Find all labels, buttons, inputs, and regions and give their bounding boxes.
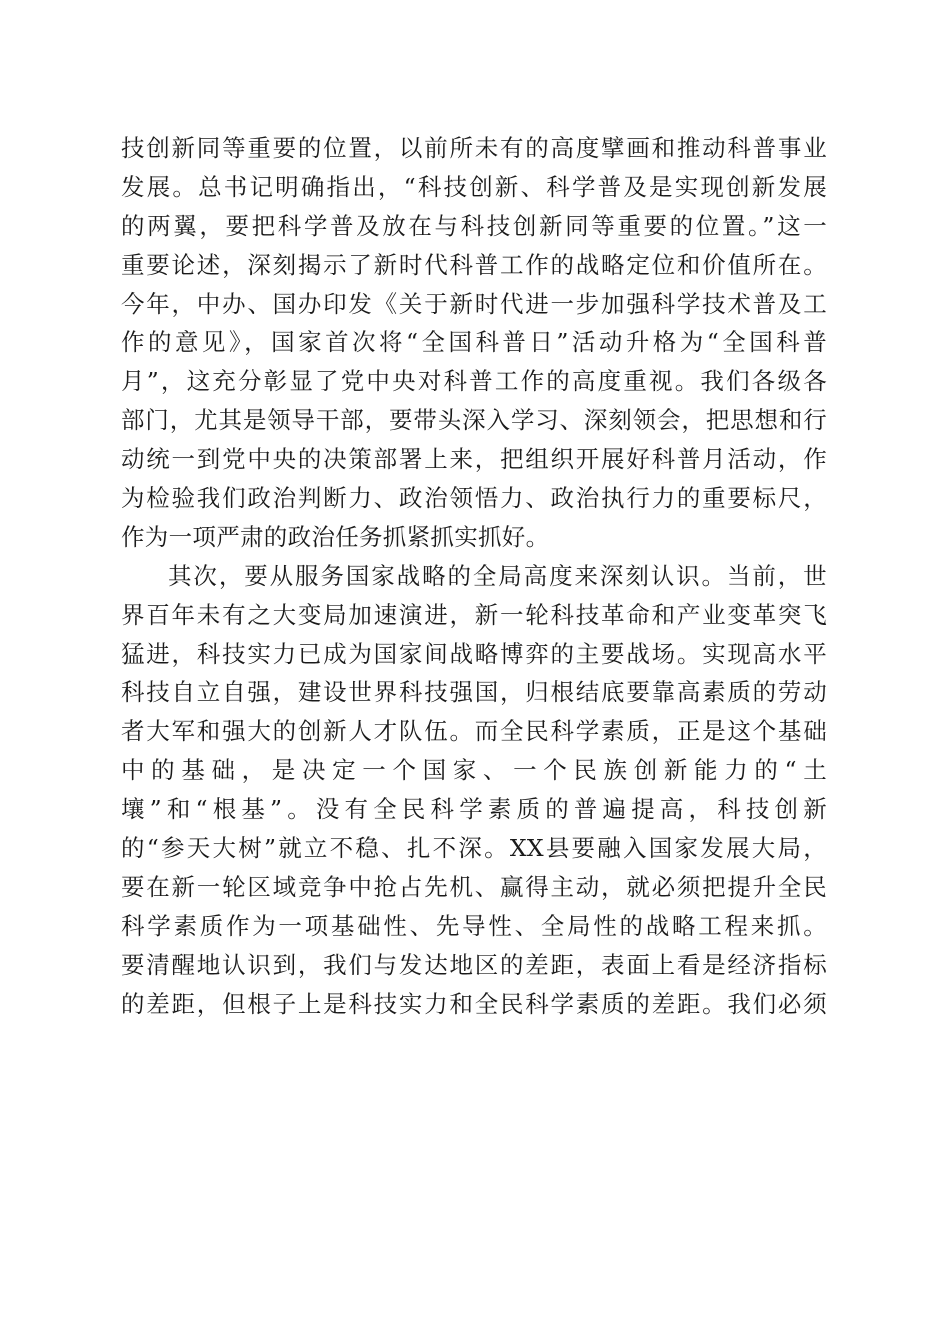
text-line: 壤”和“根基”。没有全民科学素质的普遍提高，科技创新 [121,795,827,824]
text-line: 中的基础，是决定一个国家、一个民族创新能力的“土 [121,756,827,785]
text-line: 科技自立自强，建设世界科技强国，归根结底要靠高素质的劳动 [121,678,827,707]
text-line: 作的意见》，国家首次将“全国科普日”活动升格为“全国科普 [121,328,827,357]
text-line: 猛进，科技实力已成为国家间战略博弈的主要战场。实现高水平 [121,639,827,668]
text-line: 的两翼，要把科学普及放在与科技创新同等重要的位置。”这一 [121,211,827,240]
text-line: 重要论述，深刻揭示了新时代科普工作的战略定位和价值所在。 [121,250,827,279]
text-line: 动统一到党中央的决策部署上来，把组织开展好科普月活动，作 [121,445,827,474]
text-line: 界百年未有之大变局加速演进，新一轮科技革命和产业变革突飞 [121,600,827,629]
text-line: 要清醒地认识到，我们与发达地区的差距，表面上看是经济指标 [121,950,827,979]
text-line: 要在新一轮区域竞争中抢占先机、赢得主动，就必须把提升全民 [121,872,827,901]
text-line: 为检验我们政治判断力、政治领悟力、政治执行力的重要标尺， [121,484,827,513]
text-line: 今年，中办、国办印发《关于新时代进一步加强科学技术普及工 [121,289,827,318]
text-line: 的“参天大树”就立不稳、扎不深。XX县要融入国家发展大局， [121,834,827,863]
text-line: 者大军和强大的创新人才队伍。而全民科学素质，正是这个基础 [121,717,827,746]
paragraph-start-line: 其次，要从服务国家战略的全局高度来深刻认识。当前，世 [168,561,827,590]
text-line: 技创新同等重要的位置，以前所未有的高度擘画和推动科普事业 [121,134,827,162]
text-line: 作为一项严肃的政治任务抓紧抓实抓好。 [121,522,550,551]
body-text [121,129,827,1023]
text-line: 部门，尤其是领导干部，要带头深入学习、深刻领会，把思想和行 [121,406,827,435]
text-line: 月”，这充分彰显了党中央对科普工作的高度重视。我们各级各 [121,367,827,396]
text-line: 科学素质作为一项基础性、先导性、全局性的战略工程来抓。 [121,911,827,940]
text-line: 发展。总书记明确指出，“科技创新、科学普及是实现创新发展 [121,172,827,201]
text-line: 的差距，但根子上是科技实力和全民科学素质的差距。我们必须 [121,989,827,1018]
